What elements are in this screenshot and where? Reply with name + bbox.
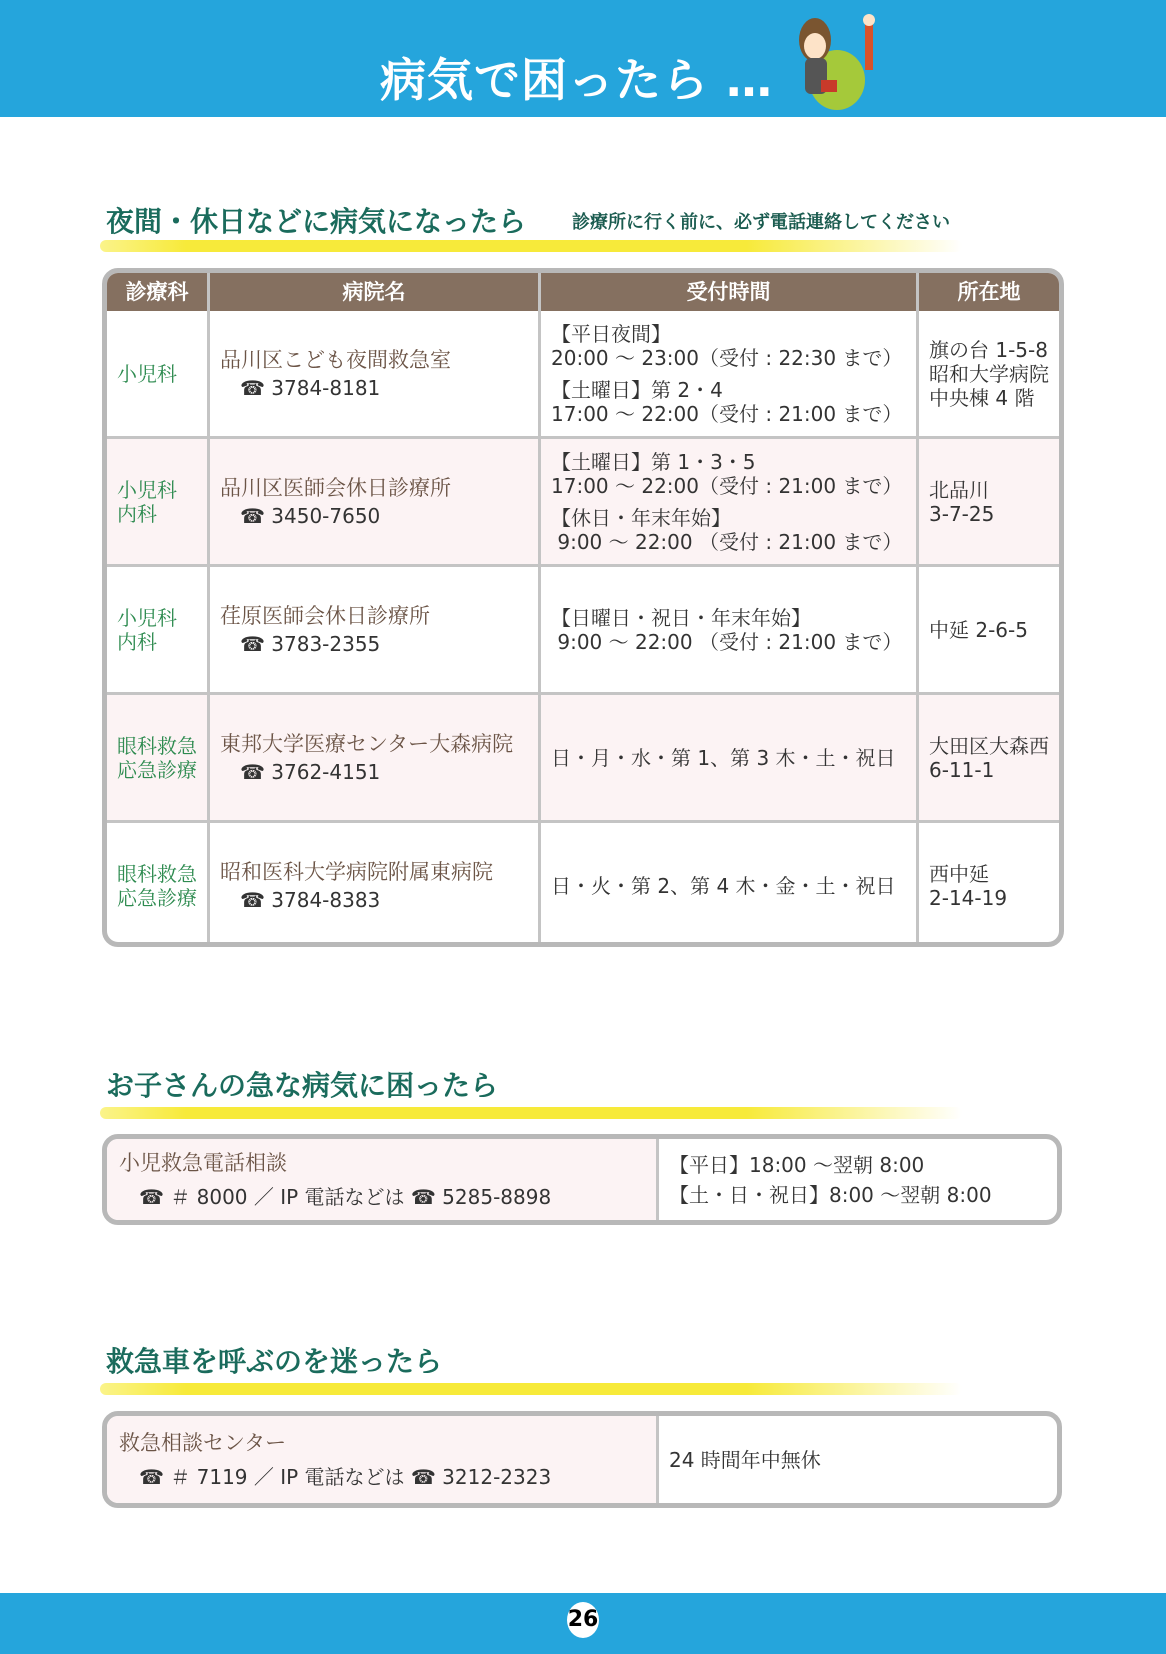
address-cell [919,311,1059,439]
service-name: 救急相談センター [119,1430,287,1455]
page-number: 26 [567,1602,599,1638]
hours-line: 20:00 ～ 23:00（受付 : 22:30 まで） [551,345,903,370]
address-line: 北品川 [929,477,989,502]
header-banner [0,0,1166,117]
col-hours: 受付時間 [541,273,919,311]
phone-number: ☎ 3784-8383 [240,887,381,912]
phone-number: ☎ 3450-7650 [240,503,381,528]
hours-line: 【土曜日】第 2・4 [551,377,723,402]
hospital-name: 品川区こども夜間救急室 [220,347,451,372]
hours-line: 9:00 ～ 22:00 （受付 : 21:00 まで） [551,529,903,554]
dept-label: 小児科 [117,361,177,386]
dept-cell [107,439,210,567]
yellow-underline [100,1107,962,1119]
address-line: 中延 2-6-5 [929,617,1028,642]
table-row [107,823,1059,947]
hospital-cell [210,567,541,695]
footer-bar [0,1593,1166,1654]
hours-line: 【日曜日・祝日・年末年始】 [551,605,811,630]
col-hospital: 病院名 [210,273,541,311]
hospital-cell [210,439,541,567]
address-line: 3-7-25 [929,501,995,526]
dept-label: 内科 [117,629,157,654]
hours-line: 【土曜日】第 1・3・5 [551,449,756,474]
hours-line: 9:00 ～ 22:00 （受付 : 21:00 まで） [551,629,903,654]
hours-line: 24 時間年中無休 [669,1447,821,1472]
yellow-underline [100,1383,962,1395]
phone-number: ☎ ＃ 7119 ／ IP 電話などは ☎ 3212-2323 [139,1464,552,1489]
dept-label: 応急診療 [117,885,197,910]
col-dept: 診療科 [107,273,210,311]
phone-number: ☎ 3762-4151 [240,759,381,784]
hospital-name: 東邦大学医療センター大森病院 [220,731,514,756]
page-title: 病気で困ったら … [380,53,774,107]
hospital-cell [210,695,541,823]
hours-line: 17:00 ～ 22:00（受付 : 21:00 まで） [551,401,903,426]
dept-cell [107,567,210,695]
dept-cell [107,823,210,947]
hours-cell [541,439,919,567]
hours-line: 【休日・年末年始】 [551,505,731,530]
hours-line: 【平日】18:00 ～翌朝 8:00 [669,1152,925,1177]
dept-cell [107,311,210,439]
col-address: 所在地 [957,280,1021,304]
address-line: 6-11-1 [929,757,995,782]
address-line: 昭和大学病院 [929,361,1049,386]
dept-label: 眼科救急 [117,861,197,886]
hospital-name: 荏原医師会休日診療所 [220,603,430,628]
dept-label: 小児科 [117,477,177,502]
hours-line: 【平日夜間】 [551,321,671,346]
address-line: 西中延 [929,861,989,886]
section-title-ambulance: 救急車を呼ぶのを迷ったら [106,1345,443,1378]
hospital-name: 品川区医師会休日診療所 [220,475,451,500]
address-line: 中央棟 4 階 [929,385,1035,410]
dept-label: 応急診療 [117,757,197,782]
section-title-night-holiday: 夜間・休日などに病気になったら [106,205,527,238]
dept-cell [107,695,210,823]
phone-number: ☎ ＃ 8000 ／ IP 電話などは ☎ 5285-8898 [139,1184,552,1209]
address-cell [919,823,1059,947]
emergency-consult-box [102,1411,1062,1508]
hours-cell [541,823,919,947]
address-line: 大田区大森西 [929,733,1049,758]
dept-label: 小児科 [117,605,177,630]
hours-line: 【土・日・祝日】8:00 ～翌朝 8:00 [669,1182,992,1207]
service-name: 小児救急電話相談 [119,1150,287,1175]
section-title-child-illness: お子さんの急な病気に困ったら [106,1069,499,1102]
table-row [107,439,1059,567]
call-ahead-note: 診療所に行く前に、必ず電話連絡してください [572,212,950,233]
table-row [107,311,1059,439]
address-cell [919,439,1059,567]
hospital-cell [210,311,541,439]
yellow-underline [100,240,962,252]
dept-label: 内科 [117,501,157,526]
table-row [107,695,1059,823]
phone-number: ☎ 3783-2355 [240,631,381,656]
table-row [107,567,1059,695]
dept-label: 眼科救急 [117,733,197,758]
address-line: 2-14-19 [929,885,1008,910]
hours-line: 日・火・第 2、第 4 木・金・土・祝日 [551,873,896,898]
clinic-table [102,268,1064,947]
worried-character-illustration [785,10,885,112]
address-cell [919,695,1059,823]
hours-cell [541,567,919,695]
hours-line: 日・月・水・第 1、第 3 木・土・祝日 [551,745,896,770]
child-consult-box [102,1134,1062,1225]
hospital-name: 昭和医科大学病院附属東病院 [220,859,493,884]
address-line: 旗の台 1-5-8 [929,337,1048,362]
table-header [107,273,1059,311]
phone-number: ☎ 3784-8181 [240,375,381,400]
address-cell [919,567,1059,695]
hospital-cell [210,823,541,947]
hours-line: 17:00 ～ 22:00（受付 : 21:00 まで） [551,473,903,498]
hours-cell [541,695,919,823]
hours-cell [541,311,919,439]
